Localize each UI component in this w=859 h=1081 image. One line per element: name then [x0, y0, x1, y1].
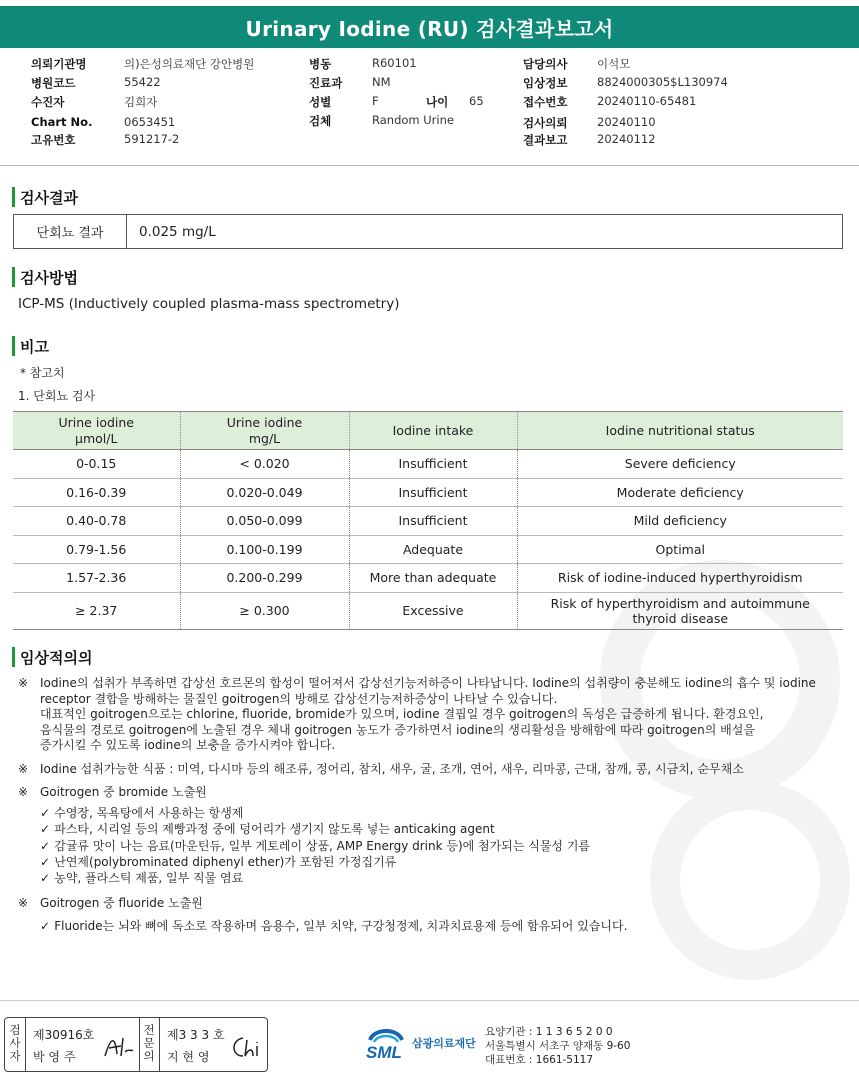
accession-label: 접수번호: [523, 95, 568, 109]
institution-code: 요양기관 : 1 1 3 6 5 2 0 0: [485, 1026, 613, 1038]
specialist-license: 제3 3 3 호: [167, 1028, 225, 1042]
reference-mark: ※: [18, 676, 29, 690]
section-title: 임상적의의: [20, 648, 93, 667]
method-text: ICP-MS (Inductively coupled plasma-mass spectrometry): [18, 296, 400, 312]
address: 서울특별시 서초구 양재동 9-60: [485, 1040, 631, 1052]
divider: [25, 1018, 26, 1071]
specimen-label: 검체: [309, 114, 332, 128]
list-item: ✓ 난연제(polybrominated diphenyl ether)가 포함된 가정집기류: [40, 854, 590, 870]
report-title: Urinary Iodine (RU) 검사결과보고서: [245, 16, 614, 41]
table-row: [13, 450, 843, 479]
table-header-row: [13, 412, 843, 450]
chart-no-label: Chart No.: [31, 115, 93, 129]
list-item: ✓ 파스타, 시리얼 등의 제빵과정 중에 덩어리가 생기지 않도록 넣는 anticaking agent: [40, 821, 590, 837]
org-name: 삼광의료재단: [412, 1037, 476, 1050]
table-row: [13, 507, 843, 536]
list-item: ✓ Fluoride는 뇌와 뼈에 독소로 작용하며 음용수, 일부 치약, 구강청정제, 치과치료용제 등에 함유되어 있습니다.: [40, 918, 627, 934]
table-cell: Severe deficiency: [517, 450, 843, 479]
specimen-value: Random Urine: [372, 113, 454, 127]
info-row: [0, 115, 859, 131]
table-cell: 0-0.15: [13, 450, 180, 479]
reference-label: * 참고치: [20, 366, 65, 380]
clinical-info-value: 8824000305$L130974: [597, 75, 728, 89]
result-value: 0.025 mg/L: [139, 223, 216, 240]
table-cell: Insufficient: [349, 507, 517, 536]
table-cell: 0.40-0.78: [13, 507, 180, 536]
fluoride-title: Goitrogen 중 fluoride 노출원: [40, 896, 203, 910]
svg-text:SML: SML: [366, 1043, 402, 1062]
fluoride-list: [40, 918, 627, 934]
table-cell: Insufficient: [349, 450, 517, 479]
hospital-code-label: 병원코드: [31, 76, 76, 90]
patient-label: 수진자: [31, 95, 65, 109]
chart-no-value: 0653451: [124, 115, 176, 129]
header-divider: [0, 165, 859, 166]
clinical-paragraph-4: [18, 896, 838, 912]
unique-id-label: 고유번호: [31, 133, 76, 147]
doctor-value: 이석모: [597, 57, 631, 71]
contact-info: [485, 1025, 630, 1067]
sml-logo: [364, 1024, 476, 1062]
table-cell: Insufficient: [349, 478, 517, 507]
divider: [159, 1018, 160, 1071]
institution-label: 의뢰기관명: [31, 57, 87, 71]
ward-value: R60101: [372, 56, 417, 70]
table-cell: Risk of iodine-induced hyperthyroidism: [517, 564, 843, 593]
ward-label: 병동: [309, 57, 332, 71]
tester-label: 검 사 자: [9, 1023, 21, 1063]
patient-value: 김희자: [124, 95, 158, 109]
col-header-intake: Iodine intake: [349, 412, 517, 450]
department-label: 진료과: [309, 76, 343, 90]
table-cell: 0.050-0.099: [180, 507, 349, 536]
table-cell: Moderate deficiency: [517, 478, 843, 507]
report-date-label: 결과보고: [523, 133, 568, 147]
section-result: [12, 186, 78, 208]
table-cell: 0.79-1.56: [13, 535, 180, 564]
institution-value: 의)은성의료재단 강안병원: [124, 57, 255, 71]
specialist-name: 지 현 영: [167, 1050, 210, 1064]
paragraph-line: 증가시킬 수 있도록 iodine의 보충을 증가시켜야 합니다.: [40, 738, 336, 752]
clinical-info-label: 임상정보: [523, 76, 568, 90]
table-row: [13, 564, 843, 593]
result-box: [13, 214, 843, 249]
watermark-ring-2: [650, 780, 850, 980]
table-cell: < 0.020: [180, 450, 349, 479]
paragraph-line: Iodine의 섭취가 부족하면 갑상선 호르몬의 합성이 떨어져서 갑상선기능저하증이 나타납니다. Iodine의 섭취량이 충분해도 iodine의 흡수 및 iodine: [40, 676, 816, 690]
reference-mark: ※: [18, 896, 29, 910]
single-urine-label: 1. 단회뇨 검사: [18, 389, 96, 403]
table-cell: ≥ 2.37: [13, 592, 180, 629]
table-cell: Risk of hyperthyroidism and autoimmune thyroid disease: [517, 592, 843, 629]
sex-label: 성별: [309, 95, 332, 109]
info-row: [0, 75, 859, 91]
info-row: [0, 132, 859, 148]
section-title: 비고: [20, 337, 49, 356]
info-row: [0, 94, 859, 110]
result-label: 단회뇨 결과: [14, 215, 127, 248]
table-cell: 0.020-0.049: [180, 478, 349, 507]
section-marker: [12, 267, 15, 287]
sex-value: F: [372, 94, 379, 108]
table-cell: Excessive: [349, 592, 517, 629]
section-method: [12, 266, 78, 288]
paragraph-line: 대표적인 goitrogen으로는 chlorine, fluoride, bromide가 있으며, iodine 결핍일 경우 goitrogen의 독성은 급증하게 됩니다. 환경요인,: [40, 707, 764, 721]
table-row: [13, 535, 843, 564]
section-title: 검사결과: [20, 188, 78, 207]
section-title: 검사방법: [20, 268, 78, 287]
list-item: ✓ 감귤류 맛이 나는 음료(마운틴듀, 일부 게토레이 상품, AMP Energy drink 등)에 첨가되는 식물성 기름: [40, 838, 590, 854]
table-cell: 1.57-2.36: [13, 564, 180, 593]
col-header-status: Iodine nutritional status: [517, 412, 843, 450]
bromide-title: Goitrogen 중 bromide 노출원: [40, 785, 207, 799]
age-label: 나이: [426, 95, 449, 109]
col-header-mgl: Urine iodine mg/L: [180, 412, 349, 450]
signature-box: [4, 1017, 268, 1072]
hospital-code-value: 55422: [124, 75, 161, 89]
sml-logo-icon: [364, 1024, 408, 1062]
reference-mark: ※: [18, 762, 29, 776]
bromide-list: [40, 805, 590, 886]
tester-license: 제30916호: [33, 1028, 95, 1042]
list-item: ✓ 농약, 플라스틱 제품, 일부 직물 염료: [40, 870, 590, 886]
tester-signature: [101, 1034, 135, 1060]
section-marker: [12, 647, 15, 667]
table-cell: 0.100-0.199: [180, 535, 349, 564]
doctor-label: 담당의사: [523, 57, 568, 71]
report-date-value: 20240112: [597, 132, 656, 146]
table-cell: ≥ 0.300: [180, 592, 349, 629]
table-cell: Mild deficiency: [517, 507, 843, 536]
section-marker: [12, 187, 15, 207]
request-date-label: 검사의뢰: [523, 116, 568, 130]
section-clinical: [12, 646, 92, 668]
accession-value: 20240110-65481: [597, 94, 697, 108]
info-row: [0, 56, 859, 72]
table-cell: More than adequate: [349, 564, 517, 593]
paragraph-line: receptor 결합을 방해하는 물질인 goitrogen의 방해로 갑상선기능저하증상이 나타날 수 있습니다.: [40, 691, 558, 706]
clinical-paragraph-2: [18, 762, 838, 778]
age-value: 65: [469, 94, 484, 108]
unique-id-value: 591217-2: [124, 132, 180, 146]
table-cell: 0.16-0.39: [13, 478, 180, 507]
title-bar: [0, 6, 859, 48]
iodine-foods: Iodine 섭취가능한 식품 : 미역, 다시마 등의 해조류, 정어리, 참치, 새우, 굴, 조개, 연어, 새우, 리마콩, 근대, 참깨, 콩, 시금치, 순무채소: [40, 762, 744, 776]
tester-name: 박 영 주: [33, 1050, 76, 1064]
reference-table: [13, 411, 843, 630]
list-item: ✓ 수영장, 목욕탕에서 사용하는 항생제: [40, 805, 590, 821]
footer-divider: [0, 1000, 859, 1001]
table-row: [13, 478, 843, 507]
col-header-umol: Urine iodine μmol/L: [13, 412, 180, 450]
phone: 대표번호 : 1661-5117: [485, 1054, 594, 1066]
section-remarks: [12, 335, 49, 357]
specialist-label: 전 문 의: [143, 1023, 155, 1063]
clinical-paragraph-1: [18, 676, 838, 754]
table-cell: Adequate: [349, 535, 517, 564]
table-cell: 0.200-0.299: [180, 564, 349, 593]
department-value: NM: [372, 75, 391, 89]
section-marker: [12, 336, 15, 356]
paragraph-line: 음식물의 경로로 goitrogen에 노출된 경우 체내 goitrogen 농도가 증가하면서 iodine의 생리활성을 방해함에 따라 goitrogen의 배설을: [40, 722, 755, 737]
request-date-value: 20240110: [597, 115, 656, 129]
clinical-paragraph-3: [18, 785, 838, 801]
reference-mark: ※: [18, 785, 29, 799]
table-cell: Optimal: [517, 535, 843, 564]
specialist-signature: [229, 1034, 263, 1060]
table-row: [13, 592, 843, 629]
